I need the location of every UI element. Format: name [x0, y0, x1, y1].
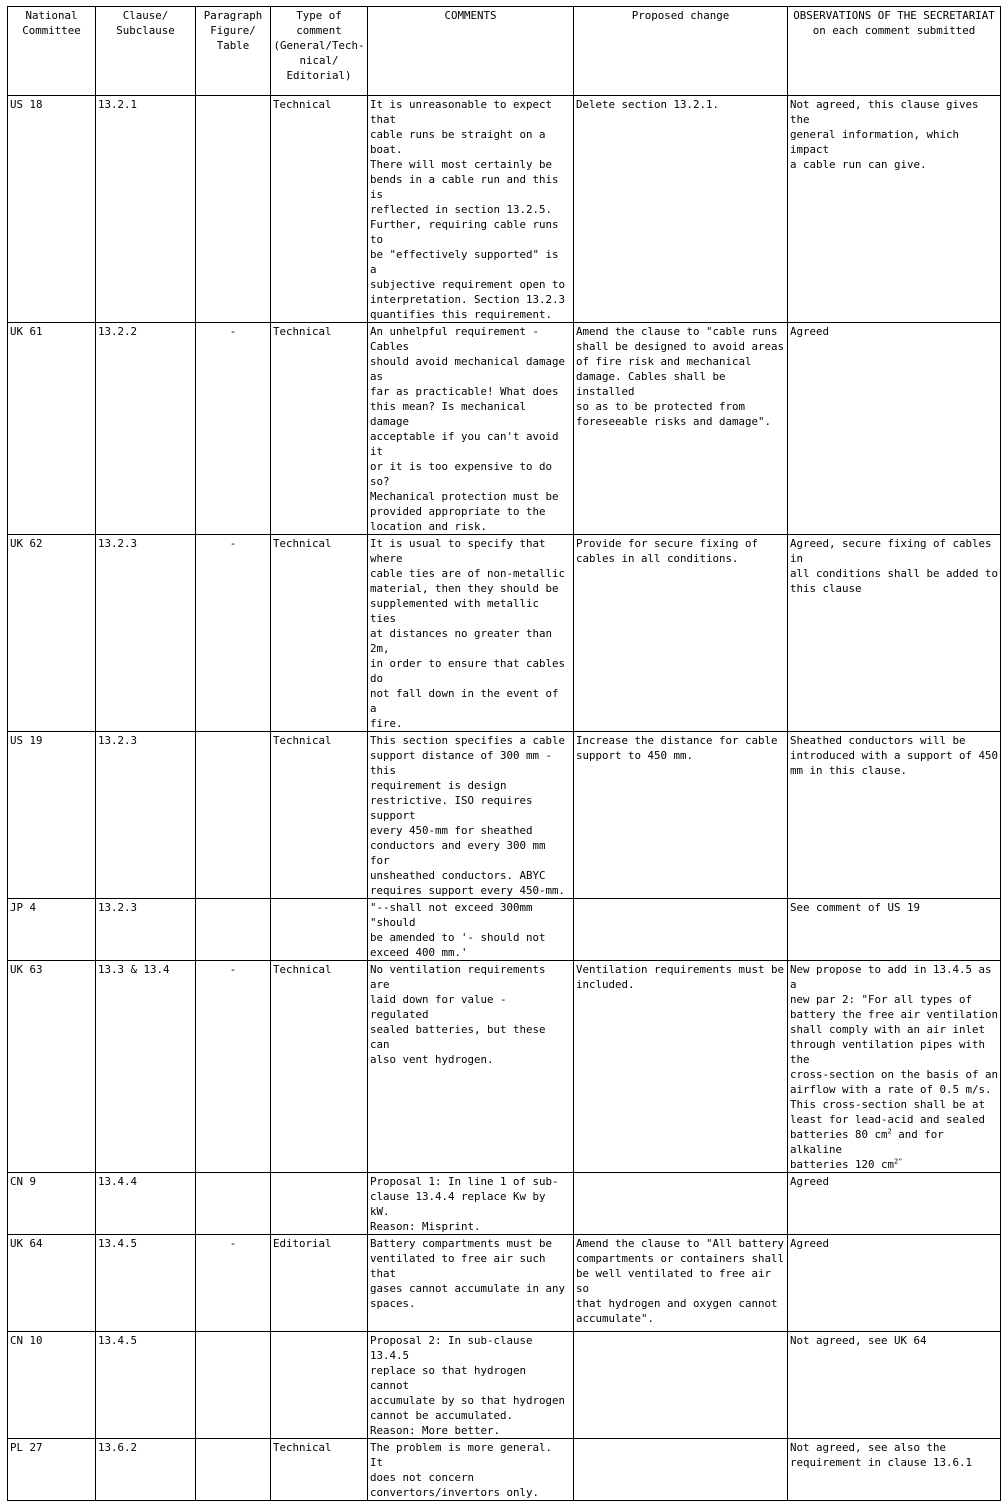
- proposed-change-cell: [574, 1332, 788, 1439]
- header-text: Committee: [22, 24, 81, 37]
- proposed-change-cell: [574, 1235, 788, 1332]
- proposed-line: Ventilation requirements must be: [576, 963, 785, 976]
- observation-line: least for lead-acid and sealed: [790, 1113, 986, 1126]
- comment-type-cell: Technical: [271, 1439, 368, 1501]
- observation-line: cross-section on the basis of an: [790, 1068, 999, 1081]
- observations-cell: [788, 899, 1001, 961]
- observation-line: Sheathed conductors will be: [790, 734, 966, 747]
- comment-line: It is unreasonable to expect that: [370, 98, 553, 126]
- proposed-line: that hydrogen and oxygen cannot: [576, 1297, 778, 1310]
- comment-line: reflected in section 13.2.5.: [370, 203, 553, 216]
- header-paragraph: [196, 7, 271, 96]
- national-committee-cell: UK 64: [8, 1235, 96, 1332]
- national-committee-cell: UK 63: [8, 961, 96, 1173]
- comment-line: every 450-mm for sheathed: [370, 824, 533, 837]
- proposed-line: cables in all conditions.: [576, 552, 739, 565]
- header-text: Editorial): [286, 69, 352, 82]
- observation-line: battery the free air ventilation: [790, 1008, 999, 1021]
- comment-line: acceptable if you can't avoid it: [370, 430, 559, 458]
- observation-text: and for alkaline: [790, 1128, 944, 1156]
- observation-line: New propose to add in 13.4.5 as a: [790, 963, 992, 991]
- observation-line: Agreed: [790, 1237, 830, 1250]
- header-text: Figure/: [210, 24, 256, 37]
- comments-cell: [368, 323, 574, 535]
- comment-line: It is usual to specify that where: [370, 537, 546, 565]
- national-committee-cell: US 19: [8, 732, 96, 899]
- table-row: [8, 535, 1001, 732]
- header-text: on each comment submitted: [812, 24, 976, 37]
- table-row: [8, 961, 1001, 1173]
- header-text: Type of comment: [296, 9, 342, 37]
- table-row: [8, 323, 1001, 535]
- proposed-change-cell: [574, 899, 788, 961]
- comment-line: restrictive. ISO requires support: [370, 794, 533, 822]
- comments-cell: [368, 535, 574, 732]
- comment-line: laid down for value - regulated: [370, 993, 507, 1021]
- proposed-line: be well ventilated to free air so: [576, 1267, 772, 1295]
- header-clause: [96, 7, 196, 96]
- comments-cell: [368, 899, 574, 961]
- comment-line: this mean? Is mechanical damage: [370, 400, 527, 428]
- comment-line: Mechanical protection must be: [370, 490, 559, 503]
- comment-line: unsheathed conductors. ABYC: [370, 869, 546, 882]
- comment-type-cell: [271, 899, 368, 961]
- proposed-line: damage. Cables shall be installed: [576, 370, 726, 398]
- observation-line: general information, which impact: [790, 128, 960, 156]
- proposed-line: so as to be protected from: [576, 400, 746, 413]
- comment-line: in order to ensure that cables do: [370, 657, 566, 685]
- observation-line: This cross-section shall be at: [790, 1098, 986, 1111]
- comment-line: Proposal 2: In sub-clause 13.4.5: [370, 1334, 533, 1362]
- observation-line: Not agreed, see UK 64: [790, 1334, 927, 1347]
- comment-line: ventilated to free air such that: [370, 1252, 546, 1280]
- observation-line: Agreed: [790, 1175, 830, 1188]
- table-row: [8, 96, 1001, 323]
- national-committee-cell: PL 27: [8, 1439, 96, 1501]
- header-type: [271, 7, 368, 96]
- header-text: Table: [216, 39, 250, 52]
- proposed-line: Increase the distance for cable: [576, 734, 778, 747]
- paragraph-cell: -: [196, 1235, 271, 1332]
- proposed-line: of fire risk and mechanical: [576, 355, 752, 368]
- header-text: (General/Tech-: [273, 39, 365, 52]
- observations-cell: [788, 323, 1001, 535]
- proposed-change-cell: [574, 535, 788, 732]
- comment-type-cell: [271, 1332, 368, 1439]
- comment-line: The problem is more general. It: [370, 1441, 553, 1469]
- proposed-line: foreseeable risks and damage".: [576, 415, 772, 428]
- comments-cell: [368, 732, 574, 899]
- proposed-line: Amend the clause to "cable runs: [576, 325, 778, 338]
- header-text: Paragraph: [203, 9, 263, 22]
- superscript: 2: [887, 1127, 892, 1136]
- proposed-change-cell: [574, 323, 788, 535]
- comment-line: requires support every 450-mm.: [370, 884, 566, 897]
- comment-line: There will most certainly be: [370, 158, 553, 171]
- comment-line: This section specifies a cable: [370, 734, 566, 747]
- header-text: COMMENTS: [444, 9, 497, 22]
- paragraph-cell: [196, 1439, 271, 1501]
- comment-line: quantifies this requirement.: [370, 308, 553, 321]
- comment-line: interpretation. Section 13.2.3: [370, 293, 566, 306]
- comment-line: Battery compartments must be: [370, 1237, 553, 1250]
- comment-type-cell: [271, 1173, 368, 1235]
- clause-cell: 13.4.4: [96, 1173, 196, 1235]
- comment-line: Reason: Misprint.: [370, 1220, 481, 1233]
- national-committee-cell: UK 61: [8, 323, 96, 535]
- table-row: [8, 1332, 1001, 1439]
- header-text: National: [25, 9, 78, 22]
- table-row: [8, 732, 1001, 899]
- clause-cell: 13.4.5: [96, 1332, 196, 1439]
- comment-line: conductors and every 300 mm for: [370, 839, 546, 867]
- proposed-change-cell: [574, 732, 788, 899]
- observation-text: batteries 80 cm: [790, 1128, 888, 1141]
- table-row: [8, 1173, 1001, 1235]
- header-row: [8, 7, 1001, 96]
- observations-cell: [788, 961, 1001, 1173]
- comment-line: cable ties are of non-metallic: [370, 567, 566, 580]
- header-text: OBSERVATIONS OF THE SECRETARIAT: [793, 9, 995, 22]
- observations-cell: [788, 1332, 1001, 1439]
- table-header: [8, 7, 1001, 96]
- clause-cell: 13.2.2: [96, 323, 196, 535]
- proposed-line: included.: [576, 978, 635, 991]
- comment-line: bends in a cable run and this is: [370, 173, 559, 201]
- table-row: [8, 899, 1001, 961]
- observation-line: introduced with a support of 450: [790, 749, 999, 762]
- comment-line: "--shall not exceed 300mm "should: [370, 901, 533, 929]
- paragraph-cell: -: [196, 961, 271, 1173]
- comment-line: gases cannot accumulate in any: [370, 1282, 566, 1295]
- paragraph-cell: -: [196, 535, 271, 732]
- paragraph-cell: [196, 1173, 271, 1235]
- comment-line: Proposal 1: In line 1 of sub-: [370, 1175, 559, 1188]
- observations-cell: [788, 1439, 1001, 1501]
- comment-line: replace so that hydrogen cannot: [370, 1364, 527, 1392]
- comment-line: Further, requiring cable runs to: [370, 218, 559, 246]
- comment-line: be amended to '- should not: [370, 931, 546, 944]
- comment-line: location and risk.: [370, 520, 488, 533]
- proposed-change-cell: [574, 1439, 788, 1501]
- observation-line: Agreed, secure fixing of cables in: [790, 537, 992, 565]
- comment-line: material, then they should be: [370, 582, 559, 595]
- comment-line: supplemented with metallic ties: [370, 597, 540, 625]
- comment-line: clause 13.4.4 replace Kw by kW.: [370, 1190, 546, 1218]
- national-committee-cell: JP 4: [8, 899, 96, 961]
- observation-line: Not agreed, see also the: [790, 1441, 947, 1454]
- header-text: nical/: [299, 54, 339, 67]
- comment-line: cable runs be straight on a boat.: [370, 128, 546, 156]
- observations-cell: [788, 1173, 1001, 1235]
- observation-line: requirement in clause 13.6.1: [790, 1456, 973, 1469]
- observations-cell: [788, 732, 1001, 899]
- clause-cell: 13.4.5: [96, 1235, 196, 1332]
- header-proposed-change: [574, 7, 788, 96]
- comments-cell: [368, 1439, 574, 1501]
- paragraph-cell: [196, 732, 271, 899]
- clause-cell: 13.2.1: [96, 96, 196, 323]
- paragraph-cell: -: [196, 323, 271, 535]
- comment-type-cell: Technical: [271, 535, 368, 732]
- observations-cell: [788, 1235, 1001, 1332]
- paragraph-cell: [196, 1332, 271, 1439]
- observation-line: new par 2: "For all types of: [790, 993, 973, 1006]
- header-national-committee: [8, 7, 96, 96]
- national-committee-cell: US 18: [8, 96, 96, 323]
- comment-type-cell: Editorial: [271, 1235, 368, 1332]
- comment-line: also vent hydrogen.: [370, 1053, 494, 1066]
- comment-line: should avoid mechanical damage as: [370, 355, 566, 383]
- comment-line: requirement is design: [370, 779, 507, 792]
- comments-cell: [368, 1235, 574, 1332]
- national-committee-cell: CN 10: [8, 1332, 96, 1439]
- observation-line: a cable run can give.: [790, 158, 927, 171]
- proposed-change-cell: [574, 1173, 788, 1235]
- comment-line: provided appropriate to the: [370, 505, 546, 518]
- proposed-change-cell: [574, 961, 788, 1173]
- comment-line: be "effectively supported" is a: [370, 248, 559, 276]
- comment-line: No ventilation requirements are: [370, 963, 546, 991]
- comments-cell: [368, 961, 574, 1173]
- comment-line: accumulate by so that hydrogen: [370, 1394, 566, 1407]
- clause-cell: 13.2.3: [96, 732, 196, 899]
- observation-line: this clause: [790, 582, 862, 595]
- comment-line: not fall down in the event of a: [370, 687, 559, 715]
- table-row: [8, 1235, 1001, 1332]
- comment-line: An unhelpful requirement - Cables: [370, 325, 540, 353]
- table-body: [8, 96, 1001, 1501]
- table-row: [8, 1439, 1001, 1501]
- proposed-line: Provide for secure fixing of: [576, 537, 759, 550]
- comment-line: sealed batteries, but these can: [370, 1023, 546, 1051]
- comment-type-cell: Technical: [271, 96, 368, 323]
- header-text: Proposed change: [631, 9, 730, 22]
- observation-text: batteries 120 cm: [790, 1158, 895, 1171]
- observation-line: through ventilation pipes with the: [790, 1038, 986, 1066]
- observation-line: mm in this clause.: [790, 764, 908, 777]
- clause-cell: 13.2.3: [96, 535, 196, 732]
- observation-line: Agreed: [790, 325, 830, 338]
- comment-line: does not concern: [370, 1471, 475, 1484]
- comment-line: spaces.: [370, 1297, 416, 1310]
- comment-line: fire.: [370, 717, 403, 730]
- proposed-line: shall be designed to avoid areas: [576, 340, 785, 353]
- comments-table: [7, 6, 1001, 1501]
- national-committee-cell: UK 62: [8, 535, 96, 732]
- comment-type-cell: Technical: [271, 323, 368, 535]
- proposed-line: Amend the clause to "All battery: [576, 1237, 785, 1250]
- comment-line: convertors/invertors only.: [370, 1486, 540, 1499]
- proposed-line: accumulate".: [576, 1312, 655, 1325]
- observation-line: Not agreed, this clause gives the: [790, 98, 979, 126]
- paragraph-cell: [196, 96, 271, 323]
- comment-line: Reason: More better.: [370, 1424, 501, 1437]
- paragraph-cell: [196, 899, 271, 961]
- header-text: Subclause: [116, 24, 175, 37]
- header-comments: [368, 7, 574, 96]
- observations-cell: [788, 96, 1001, 323]
- superscript: 2": [894, 1157, 903, 1166]
- observation-line: all conditions shall be added to: [790, 567, 999, 580]
- comment-type-cell: Technical: [271, 732, 368, 899]
- national-committee-cell: CN 9: [8, 1173, 96, 1235]
- observation-line: See comment of US 19: [790, 901, 921, 914]
- comment-type-cell: Technical: [271, 961, 368, 1173]
- comments-cell: [368, 96, 574, 323]
- clause-cell: 13.3 & 13.4: [96, 961, 196, 1173]
- observation-line: shall comply with an air inlet: [790, 1023, 986, 1036]
- comment-line: or it is too expensive to do so?: [370, 460, 553, 488]
- comments-cell: [368, 1173, 574, 1235]
- proposed-line: compartments or containers shall: [576, 1252, 785, 1265]
- observation-line: airflow with a rate of 0.5 m/s.: [790, 1083, 992, 1096]
- observations-cell: [788, 535, 1001, 732]
- comment-line: at distances no greater than 2m,: [370, 627, 553, 655]
- comment-line: subjective requirement open to: [370, 278, 566, 291]
- proposed-line: Delete section 13.2.1.: [576, 98, 720, 111]
- observation-line: [790, 1157, 998, 1172]
- proposed-change-cell: [574, 96, 788, 323]
- observation-line: [790, 1127, 998, 1157]
- clause-cell: 13.6.2: [96, 1439, 196, 1501]
- proposed-line: support to 450 mm.: [576, 749, 694, 762]
- comment-line: support distance of 300 mm - this: [370, 749, 553, 777]
- comment-line: far as practicable! What does: [370, 385, 559, 398]
- comments-cell: [368, 1332, 574, 1439]
- header-text: Clause/: [122, 9, 169, 22]
- header-observations: [788, 7, 1001, 96]
- clause-cell: 13.2.3: [96, 899, 196, 961]
- comment-line: cannot be accumulated.: [370, 1409, 514, 1422]
- comment-line: exceed 400 mm.': [370, 946, 468, 959]
